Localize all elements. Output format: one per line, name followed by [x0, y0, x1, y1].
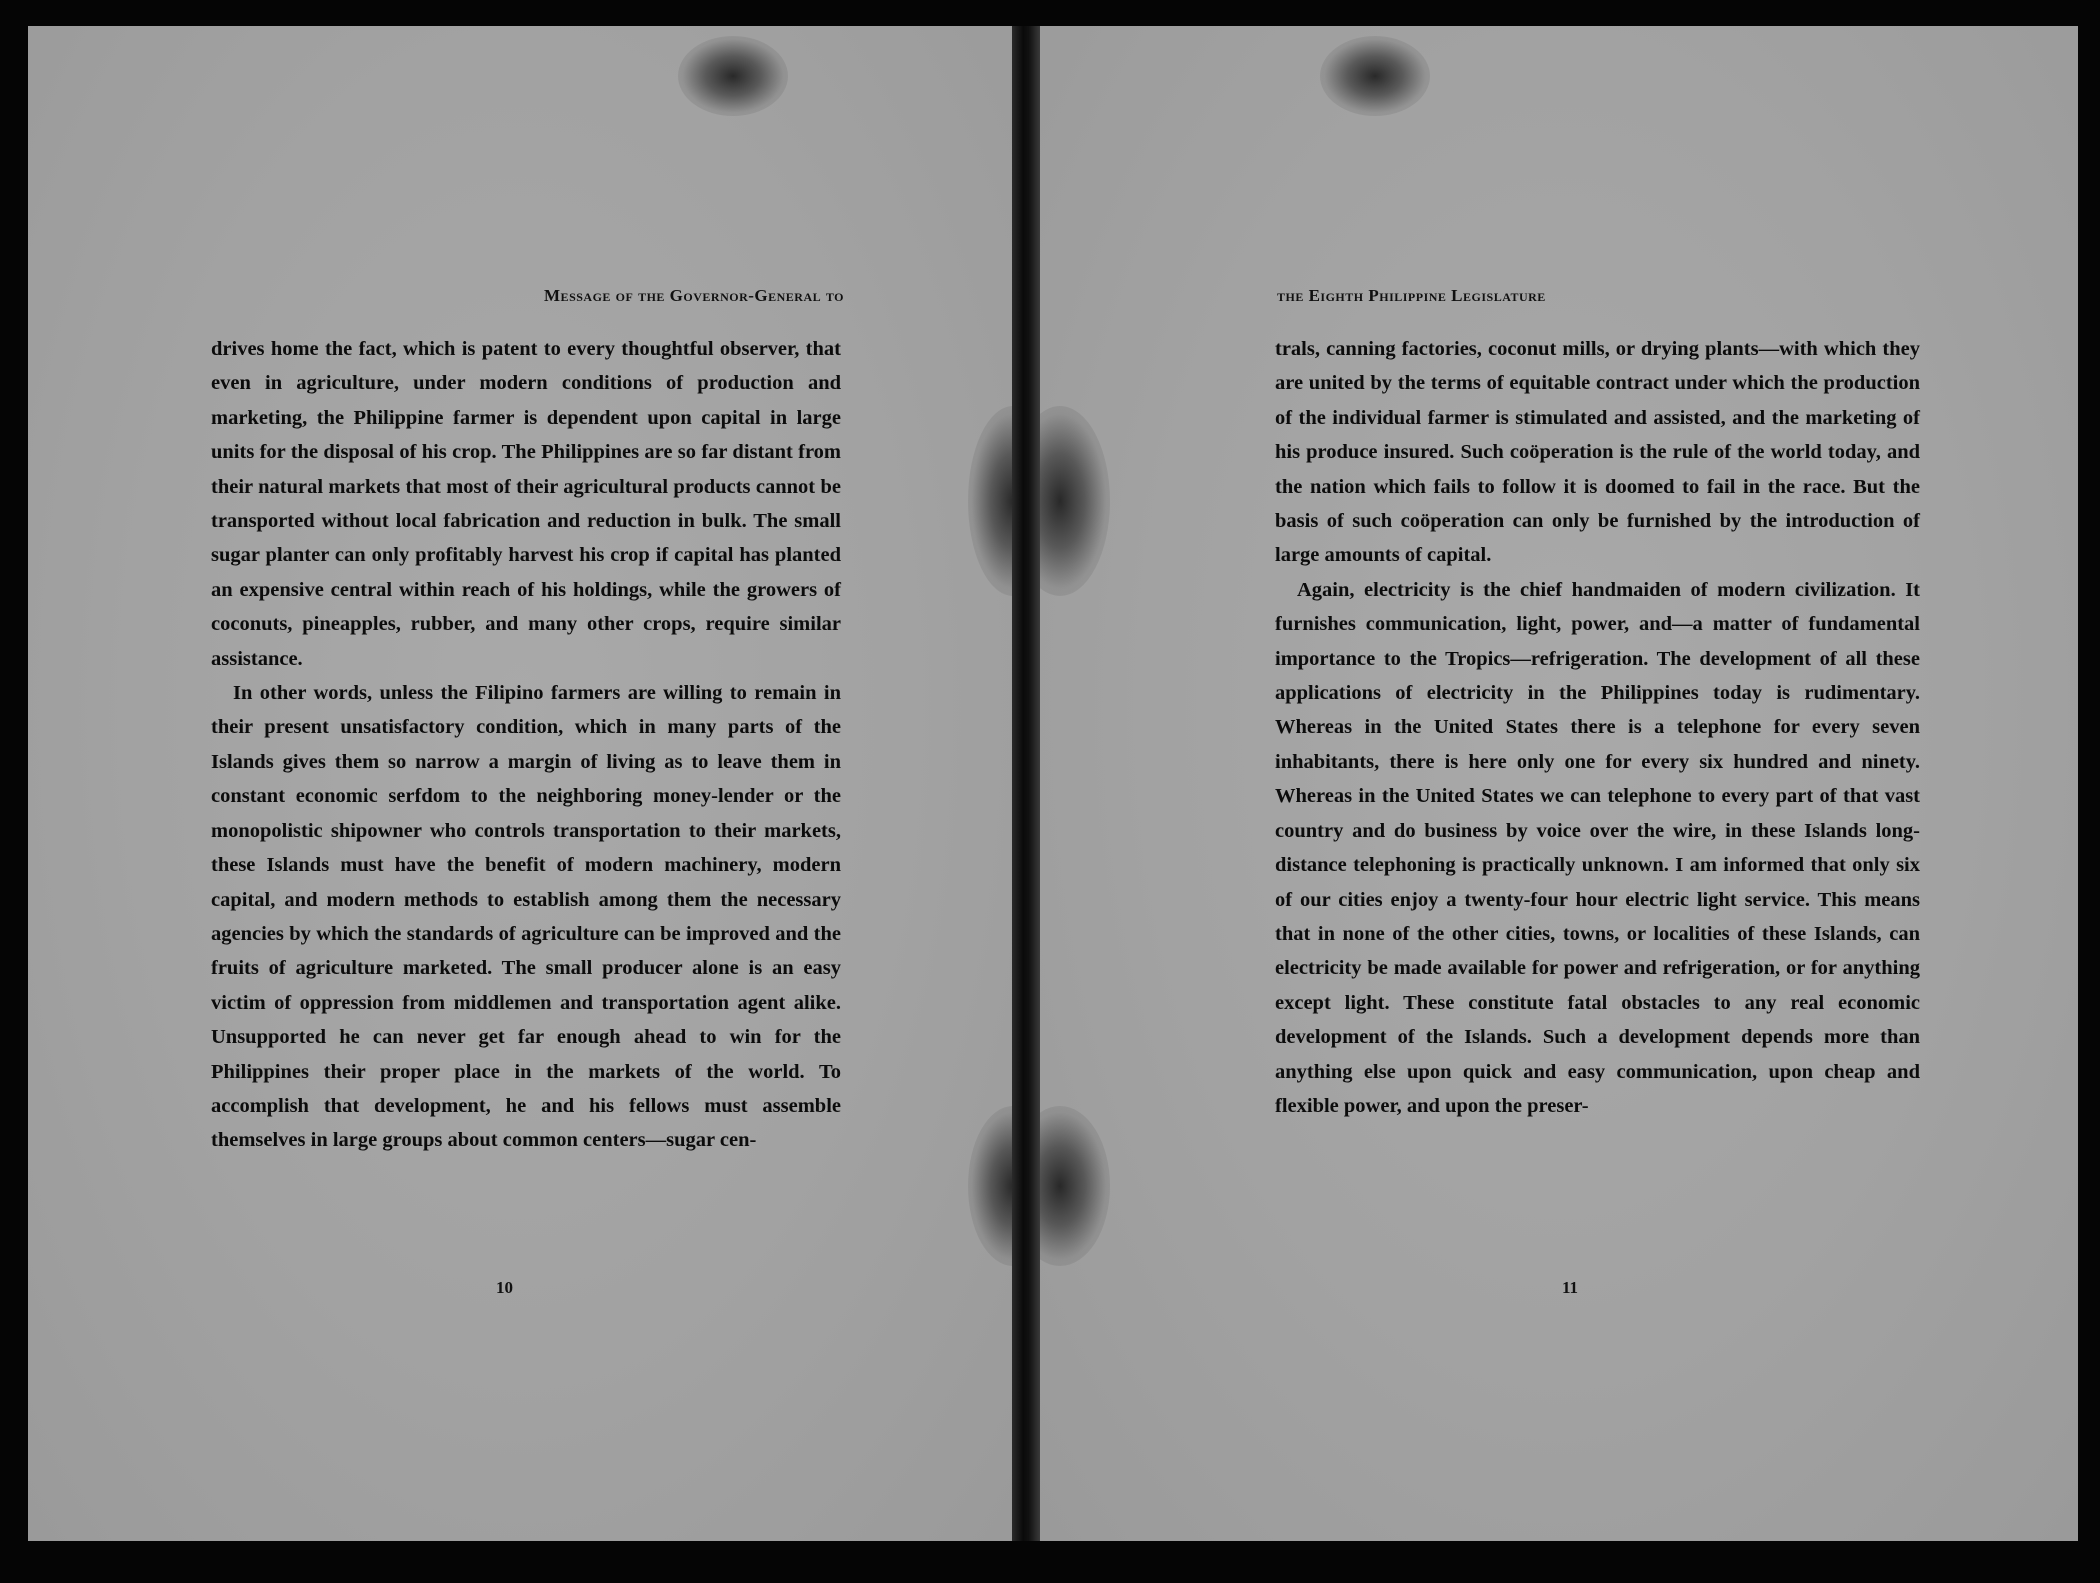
- left-page-text: [211, 332, 841, 1158]
- paragraph: drives home the fact, which is patent to every thoughtful observer, that even in agriculture, under modern conditions of production and marketing, the Philippine farmer is dependent upon capital in large units for the disposal of his crop. The Philippines are so far distant from their natural markets that most of their agricultural products cannot be transported without local fabrication and reduction in bulk. The small sugar planter can only profitably harvest his crop if capital has planted an expensive central within reach of his holdings, while the growers of coconuts, pineapples, rubber, and many other crops, require similar assistance.: [211, 338, 841, 670]
- book-gutter: [1012, 26, 1040, 1541]
- ink-smudge: [1320, 36, 1430, 116]
- right-page: [1040, 26, 2078, 1541]
- paragraph: trals, canning factories, coconut mills, or drying plants—with which they are united by the terms of equitable contract under which the production of the individual farmer is stimulated and assisted, and the marketing of his produce insured. Such coöperation is the rule of the world today, and the nation which fails to follow it is doomed to fail in the race. But the basis of such coöperation can only be furnished by the introduction of large amounts of capital.: [1275, 338, 1920, 567]
- page-number-right: 11: [1562, 1278, 1579, 1297]
- paragraph: Again, electricity is the chief handmaiden of modern civilization. It furnishes communication, light, power, and—a matter of fundamental importance to the Tropics—refrigeration. The development of all these applications of electricity in the Philippines today is rudimentary. Whereas in the United States there is a telephone for every seven inhabitants, there is here only one for every six hundred and ninety. Whereas in the United States we can telephone to every part of that vast country and do business by voice over the wire, in these Islands long-distance telephoning is practically unknown. I am informed that only six of our cities enjoy a twenty-four hour electric light service. This means that in none of the other cities, towns, or localities of these Islands, can electricity be made available for power and refrigeration, or for anything except light. These constitute fatal obstacles to any real economic development of the Islands. Such a development depends more than anything else upon quick and easy communication, upon cheap and flexible power, and upon the preser-: [1275, 578, 1920, 1117]
- right-page-text: [1275, 332, 1920, 1123]
- ink-smudge: [968, 406, 1012, 596]
- paragraph: In other words, unless the Filipino farmers are willing to remain in their present unsatisfactory condition, which in many parts of the Islands gives them so narrow a margin of living as to leave them in constant economic serfdom to the neighboring money-lender or the monopolistic shipowner who controls transportation to their markets, these Islands must have the benefit of modern machinery, modern capital, and modern methods to establish among them the necessary agencies by which the standards of agriculture can be improved and the fruits of agriculture marketed. The small producer alone is an easy victim of oppression from middlemen and transportation agent alike. Unsupported he can never get far enough ahead to win for the Philippines their proper place in the markets of the world. To accomplish that development, he and his fellows must assemble themselves in large groups about common centers—sugar cen-: [211, 682, 841, 1152]
- running-head-left: Message of the Governor-General to: [544, 286, 844, 305]
- running-head-right: the Eighth Philippine Legislature: [1277, 286, 1546, 305]
- page-number-left: 10: [496, 1278, 513, 1297]
- ink-smudge: [678, 36, 788, 116]
- ink-smudge: [1040, 406, 1110, 596]
- ink-smudge: [968, 1106, 1012, 1266]
- ink-smudge: [1040, 1106, 1110, 1266]
- left-page: [28, 26, 1012, 1541]
